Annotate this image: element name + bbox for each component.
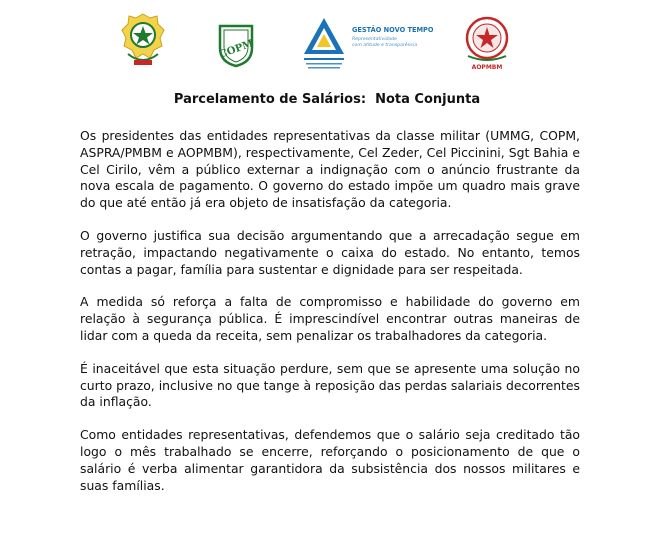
logo-bar — [0, 8, 654, 78]
copm-monogram-icon — [214, 18, 258, 68]
paragraph-1: Os presidentes das entidades representativas da classe militar (UMMG, COPM, ASPRA/PMBM e AOPMBM), respectivamente, Cel Zeder, Cel Piccinini, Sgt Bahia e Cel Cirilo, vêm a público externar a indignação com o anúncio frustrante da nova escala de pagamento. O governo do estado impõe um quadro mais grave do que até então já era objeto de insatisfação da categoria. — [80, 128, 580, 211]
triangle-icon — [304, 18, 344, 69]
document-title: Parcelamento de Salários: Nota Conjunta — [173, 92, 481, 107]
copm-logo-text: COPM — [218, 38, 255, 61]
paragraph-3: A medida só reforça a falta de compromisso e habilidade do governo em relação à segurança pública. É imprescindível encontrar outras maneiras de lidar com a queda da receita, sem penalizar os trabalhadores da categoria. — [80, 294, 580, 343]
aspra-tagline: GESTÃO NOVO TEMPO — [352, 26, 434, 34]
aspra-logo — [302, 16, 452, 74]
aopmbm-crest-icon — [460, 14, 514, 74]
aopmbm-logo-text: AOPMBM — [471, 64, 503, 71]
paragraph-5: Como entidades representativas, defendemos que o salário seja creditado tão logo o mês trabalhado se encerre, reforçando o posicionamento de que o salário é verba alimentar garantidora da subsistência dos nossos militares e suas famílias. — [80, 427, 580, 493]
paragraph-2: O governo justifica sua decisão argumentando que a arrecadação segue em retração, impactando negativamente o caixa do estado. No entanto, temos contas a pagar, família para sustentar e dignidade para ser respeitada. — [80, 227, 580, 277]
aspra-subtagline-2: com atitude e transparência — [352, 43, 418, 48]
aspra-subtagline-1: Representatividade — [352, 37, 397, 42]
paragraph-4: É inaceitável que esta situação perdure, sem que se apresente uma solução no curto prazo, inclusive no que tange à reposição das perdas salariais decorrentes da inflação. — [80, 360, 580, 410]
ummg-crest-icon — [120, 10, 166, 70]
document-body — [80, 128, 580, 510]
